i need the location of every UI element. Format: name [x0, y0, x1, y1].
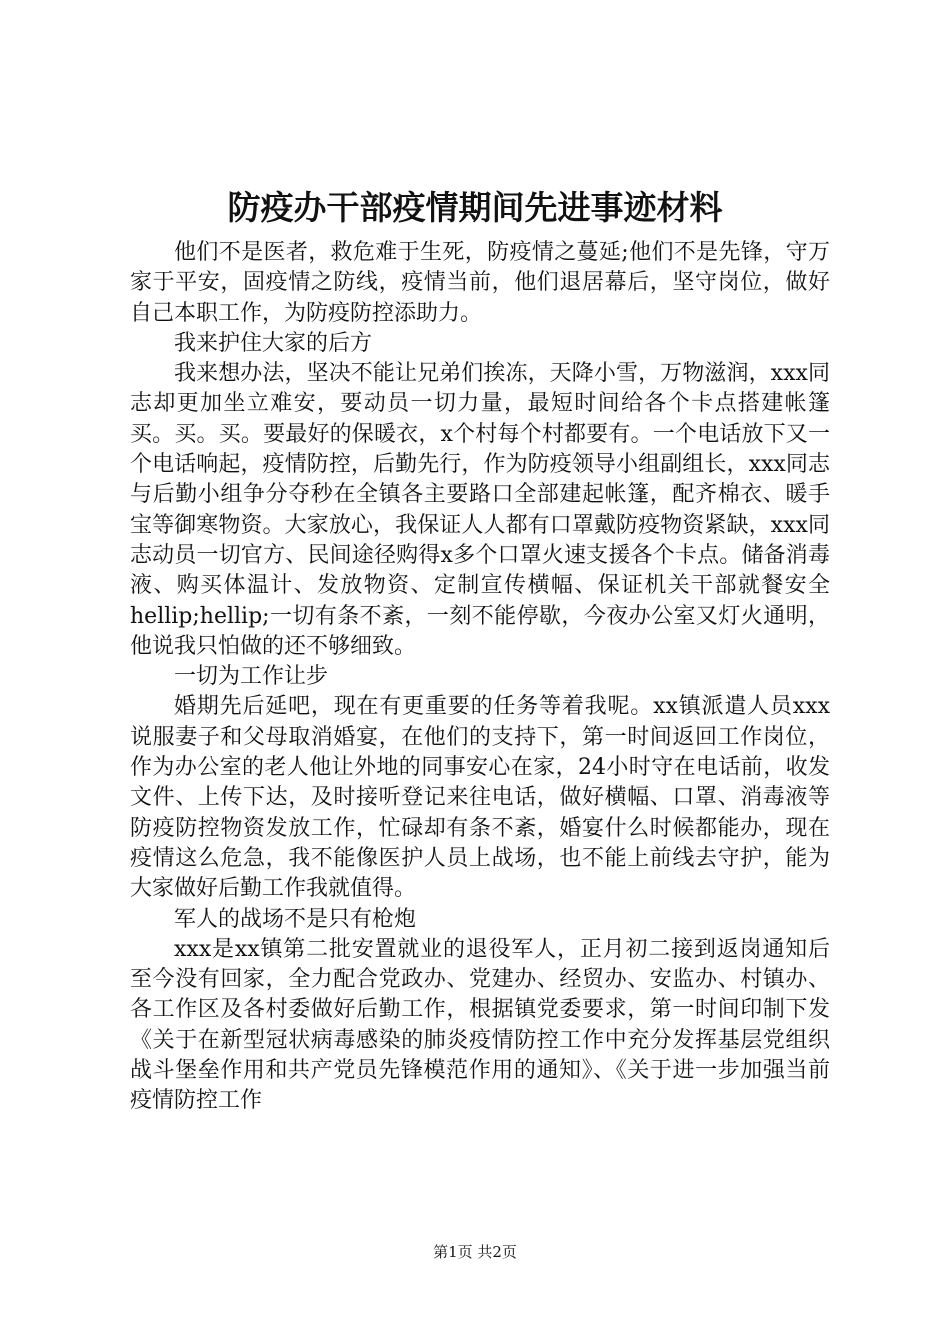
document-body	[130, 238, 830, 1117]
paragraph-soldier: xxx是xx镇第二批安置就业的退役军人，正月初二接到返岗通知后至今没有回家，全力配合党政办、党建办、经贸办、安监办、村镇办、各工作区及各村委做好后勤工作，根据镇党委要求，第一时间印制下发《关于在新型冠状病毒感染的肺炎疫情防控工作中充分发挥基层党组织战斗堡垒作用和共产党员先锋模范作用的通知》、《关于进一步加强当前疫情防控工作	[130, 936, 830, 1114]
paragraph-rear-support: 我来想办法，坚决不能让兄弟们挨冻，天降小雪，万物滋润，xxx同志却更加坐立难安，要动员一切力量，最短时间给各个卡点搭建帐篷买。买。买。要最好的保暖衣，x个村每个村都要有。一个电话放下又一个电话响起，疫情防控，后勤先行，作为防疫领导小组副组长，xxx同志与后勤小组争分夺秒在全镇各主要路口全部建起帐篷，配齐棉衣、暖手宝等御寒物资。大家放心，我保证人人都有口罩戴防疫物资紧缺，xxx同志动员一切官方、民间途径购得x多个口罩火速支援各个卡点。储备消毒液、购买体温计、发放物资、定制宣传横幅、保证机关干部就餐安全hellip;hellip;一切有条不紊，一刻不能停歇，今夜办公室又灯火通明，他说我只怕做的还不够细致。	[130, 361, 830, 659]
section-heading-work-first: 一切为工作让步	[174, 664, 329, 690]
document-title: 防疫办干部疫情期间先进事迹材料	[227, 188, 723, 227]
paragraph-intro: 他们不是医者，救危难于生死，防疫情之蔓延;他们不是先锋，守万家于平安，固疫情之防线，疫情当前，他们退居幕后，坚守岗位，做好自己本职工作，为防疫防控添助力。	[130, 240, 830, 326]
paragraph-work-first: 婚期先后延吧，现在有更重要的任务等着我呢。xx镇派遣人员xxx说服妻子和父母取消婚宴，在他们的支持下，第一时间返回工作岗位，作为办公室的老人他让外地的同事安心在家，24小时守在电话前，收发文件、上传下达，及时接听登记来往电话，做好横幅、口罩、消毒液等防疫防控物资发放工作，忙碌却有条不紊，婚宴什么时候都能办，现在疫情这么危急，我不能像医护人员上战场，也不能上前线去守护，能为大家做好后勤工作我就值得。	[130, 694, 830, 902]
page-footer: 第1页 共2页	[433, 1243, 517, 1261]
section-heading-rear-support: 我来护住大家的后方	[174, 330, 373, 356]
section-heading-soldier: 军人的战场不是只有枪炮	[174, 906, 417, 932]
